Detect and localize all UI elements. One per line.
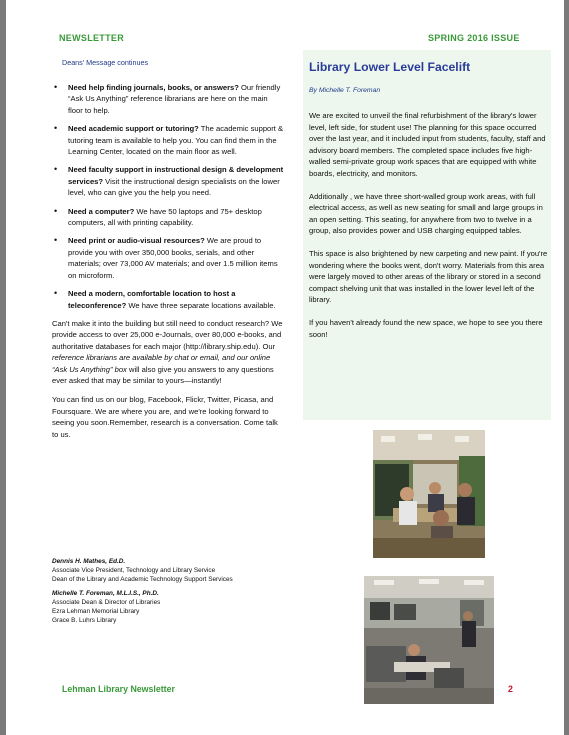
article-paragraph: This space is also brightened by new carpeting and new paint. If you're wondering where the books went, don't worry. Materials from this area were largely moved to other areas of the library or stored in a second compact shelving unit that was installed in the lower level left of the library. xyxy=(309,248,548,305)
header-issue-label: SPRING 2016 ISSUE xyxy=(428,33,520,43)
research-paragraph xyxy=(52,318,284,386)
article-byline: By Michelle T. Foreman xyxy=(309,87,381,94)
footer-newsletter-name: Lehman Library Newsletter xyxy=(62,684,175,694)
bullet-text: We are proud to provide you with over 350,000 books, serials, and other materials; over 73,000 AV materials; and over 1.5 million items on microform. xyxy=(68,236,278,280)
list-item xyxy=(48,123,284,157)
list-item xyxy=(48,82,284,116)
bullet-text: We have three separate locations available. xyxy=(126,300,276,310)
bullet-heading: Need print or audio-visual resources? xyxy=(68,236,205,246)
bullet-text: Our friendly “Ask Us Anything” reference librarians are here on the main floor to help. xyxy=(68,83,281,115)
article-paragraph: If you haven't already found the new space, we hope to see you there soon! xyxy=(309,317,543,339)
bullet-heading: Need academic support or tutoring? xyxy=(68,124,199,134)
lower-level-seating-photo xyxy=(364,576,494,704)
facelift-article-box xyxy=(303,50,551,420)
bullet-heading: Need a modern, comfortable location to host a teleconference? xyxy=(68,289,236,310)
research-text: Can't make it into the building but still need to conduct research? We provide access to over 25,000 e-Journals, over 80,000 e-books, and authoritative databases for each major (http://library.ship.edu). Our xyxy=(52,318,283,351)
signature-dean xyxy=(52,558,302,584)
bullet-heading: Need a computer? xyxy=(68,206,135,216)
article-paragraph: We are excited to unveil the final refurbishment of the library's lower level, left side, for student use! The planning for this space occurred over the last year, and it included input from students, faculty, staff and advisory board members. The completed space includes five high-walled semi-private group work spaces that are equipped with white boards, electricity, and monitors. xyxy=(309,111,546,178)
signature-associate-dean xyxy=(52,590,302,625)
list-item xyxy=(48,288,284,311)
signature-title: Associate Vice President, Technology and Library Service xyxy=(52,566,216,574)
social-paragraph: You can find us on our blog, Facebook, Flickr, Twitter, Picasa, and Foursquare. We are where you are, and we're looking forward to seeing you soon.Remember, research is a conversation. Come talk to us. xyxy=(52,395,278,439)
page-number: 2 xyxy=(508,684,513,694)
list-item xyxy=(48,235,284,281)
signature-name: Michelle T. Foreman, M.L.I.S., Ph.D. xyxy=(52,590,159,598)
signature-title: Grace B. Luhrs Library xyxy=(52,616,117,624)
newsletter-page xyxy=(6,0,564,735)
left-column xyxy=(48,82,284,448)
signature-title: Dean of the Library and Academic Technology Support Services xyxy=(52,575,233,583)
article-paragraph: Additionally , we have three short-walled group work areas, with full electrical access, as well as new seating for small and large groups in an open setting. This seating, for anywhere from two to twelve in a group, also provides power and USB charging equipped tables. xyxy=(309,191,543,236)
bullet-heading: Need faculty support in instructional design & development services? xyxy=(68,165,284,186)
list-item xyxy=(48,206,284,229)
continued-label: Deans' Message continues xyxy=(62,58,149,67)
services-list xyxy=(48,82,284,311)
list-item xyxy=(48,164,284,198)
article-body xyxy=(309,110,549,351)
bullet-text: Visit the instructional design specialists on the lower level, who can give you the help you need. xyxy=(68,176,280,198)
bullet-text: We have 50 laptops and 75+ desktop computers, all with printing capability. xyxy=(68,206,262,228)
signature-name: Dennis H. Mathes, Ed.D. xyxy=(52,558,126,565)
signature-block xyxy=(52,558,302,632)
students-study-photo xyxy=(373,430,485,558)
research-italic-text: reference librarians are available by chat or email, and our online “Ask Us Anything” box xyxy=(52,353,271,374)
research-text-end: will also give you answers to any questions ever asked that may be similar to yours—instantly! xyxy=(52,364,274,385)
article-title: Library Lower Level Facelift xyxy=(309,60,471,74)
bullet-heading: Need help finding journals, books, or answers? xyxy=(68,83,239,92)
bullet-text: The academic support & tutoring team is available to help you. You can find them in the Learning Center, located on the main floor as well. xyxy=(68,124,284,157)
header-newsletter-label: NEWSLETTER xyxy=(59,33,124,43)
signature-title: Associate Dean & Director of Libraries xyxy=(52,599,161,607)
signature-title: Ezra Lehman Memorial Library xyxy=(52,607,140,615)
